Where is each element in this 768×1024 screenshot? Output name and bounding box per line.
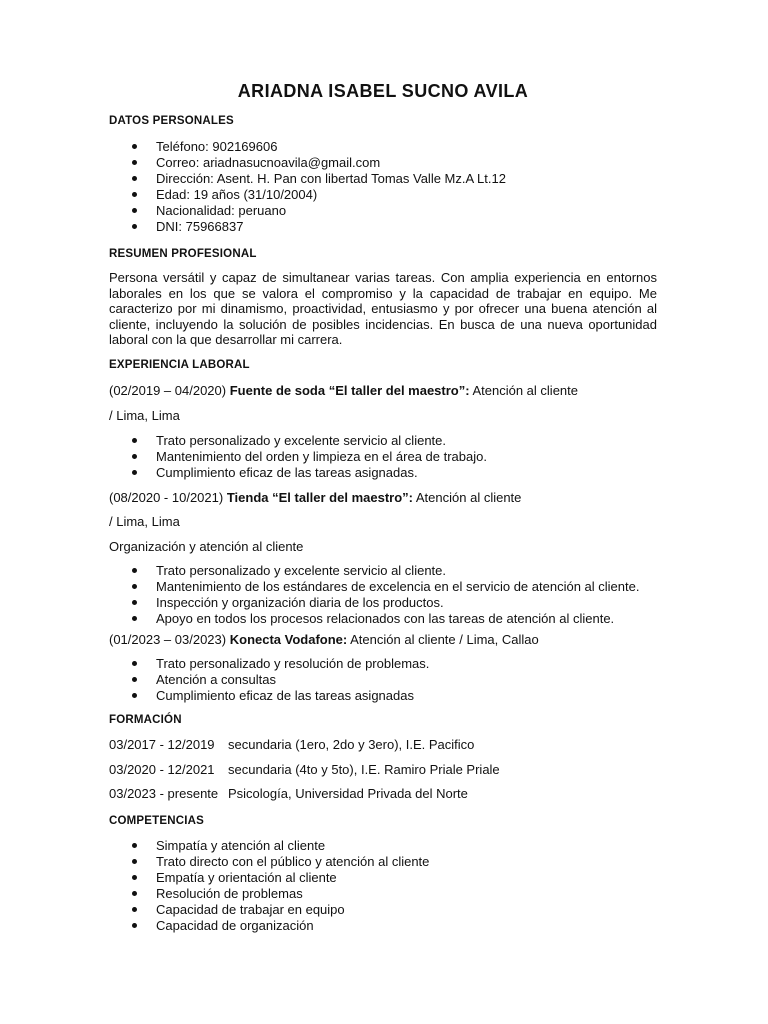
job-duty: Apoyo en todos los procesos relacionados con las tareas de atención al cliente. xyxy=(156,611,615,626)
education-dates: 03/2023 - presente xyxy=(109,786,219,801)
education-entry xyxy=(109,737,474,753)
summary-heading: RESUMEN PROFESIONAL xyxy=(109,248,257,260)
bullet-icon xyxy=(132,891,137,896)
list-item xyxy=(109,171,657,187)
list-item xyxy=(109,187,657,203)
bullet-icon xyxy=(132,438,137,443)
bullet-icon xyxy=(132,568,137,573)
bullet-icon xyxy=(132,224,137,229)
list-item xyxy=(109,918,657,934)
personal-data-list xyxy=(109,139,657,235)
job-company: Konecta Vodafone: xyxy=(229,632,348,647)
job-title-line xyxy=(109,490,521,506)
job-dates: (08/2020 - 10/2021) xyxy=(109,490,224,505)
bullet-icon xyxy=(132,859,137,864)
bullet-icon xyxy=(132,584,137,589)
skills-list xyxy=(109,838,657,934)
job-duty: Inspección y organización diaria de los productos. xyxy=(156,595,444,610)
job-dates: (01/2023 – 03/2023) xyxy=(109,632,227,647)
job-duties-list xyxy=(109,563,657,627)
bullet-icon xyxy=(132,693,137,698)
skill-item: Resolución de problemas xyxy=(156,886,303,901)
candidate-name: ARIADNA ISABEL SUCNO AVILA xyxy=(237,81,529,101)
bullet-icon xyxy=(132,616,137,621)
job-location: / Lima, Lima xyxy=(109,408,180,423)
experience-heading: EXPERIENCIA LABORAL xyxy=(109,359,250,371)
education-entry xyxy=(109,786,468,802)
personal-dni: DNI: 75966837 xyxy=(156,219,244,234)
personal-email: Correo: ariadnasucnoavila@gmail.com xyxy=(156,155,381,170)
personal-address: Dirección: Asent. H. Pan con libertad Tomas Valle Mz.A Lt.12 xyxy=(156,171,506,186)
list-item xyxy=(109,595,657,611)
job-role: Atención al cliente xyxy=(472,383,578,398)
list-item xyxy=(109,854,657,870)
bullet-icon xyxy=(132,677,137,682)
job-duties-list xyxy=(109,433,657,481)
list-item xyxy=(109,688,657,704)
education-dates: 03/2017 - 12/2019 xyxy=(109,737,215,752)
skill-item: Empatía y orientación al cliente xyxy=(156,870,337,885)
job-description: Organización y atención al cliente xyxy=(109,539,304,554)
personal-data-heading: DATOS PERSONALES xyxy=(109,115,234,127)
job-duty: Trato personalizado y excelente servicio al cliente. xyxy=(156,433,446,448)
bullet-icon xyxy=(132,470,137,475)
list-item xyxy=(109,886,657,902)
bullet-icon xyxy=(132,600,137,605)
list-item xyxy=(109,139,657,155)
list-item xyxy=(109,449,657,465)
job-role: Atención al cliente / Lima, Callao xyxy=(350,632,539,647)
skill-item: Capacidad de trabajar en equipo xyxy=(156,902,345,917)
education-detail: Psicología, Universidad Privada del Norte xyxy=(228,786,468,801)
bullet-icon xyxy=(132,144,137,149)
list-item xyxy=(109,203,657,219)
summary-text: Persona versátil y capaz de simultanear varias tareas. Con amplia experiencia en entornos laborales en los que se valora el compromiso y la capacidad de trabajar en equipo. Me caracterizo por mi dinamismo, proactividad, entusiasmo y por ofrecer una buena atención al cliente, incluyendo la solución de posibles incidencias. En busca de una nueva oportunidad laboral con la que desarrollar mi carrera. xyxy=(109,270,657,348)
bullet-icon xyxy=(132,176,137,181)
bullet-icon xyxy=(132,843,137,848)
list-item xyxy=(109,579,657,595)
job-duty: Mantenimiento del orden y limpieza en el área de trabajo. xyxy=(156,449,487,464)
job-duty: Atención a consultas xyxy=(156,672,276,687)
list-item xyxy=(109,563,657,579)
education-detail: secundaria (1ero, 2do y 3ero), I.E. Pacifico xyxy=(228,737,475,752)
education-detail: secundaria (4to y 5to), I.E. Ramiro Priale Priale xyxy=(228,762,500,777)
job-title-line xyxy=(109,383,578,399)
bullet-icon xyxy=(132,160,137,165)
bullet-icon xyxy=(132,875,137,880)
list-item xyxy=(109,465,657,481)
list-item xyxy=(109,219,657,235)
job-duty: Trato personalizado y resolución de problemas. xyxy=(156,656,430,671)
job-company: Tienda “El taller del maestro”: xyxy=(226,490,413,505)
bullet-icon xyxy=(132,907,137,912)
list-item xyxy=(109,870,657,886)
skill-item: Trato directo con el público y atención al cliente xyxy=(156,854,430,869)
skills-heading: COMPETENCIAS xyxy=(109,815,205,827)
job-duty: Cumplimiento eficaz de las tareas asignadas. xyxy=(156,465,418,480)
job-duty: Trato personalizado y excelente servicio al cliente. xyxy=(156,563,446,578)
bullet-icon xyxy=(132,192,137,197)
job-title-line xyxy=(109,632,539,648)
personal-age: Edad: 19 años (31/10/2004) xyxy=(156,187,318,202)
education-heading: FORMACIÓN xyxy=(109,714,182,726)
bullet-icon xyxy=(132,208,137,213)
list-item xyxy=(109,902,657,918)
job-duty: Mantenimiento de los estándares de excelencia en el servicio de atención al cliente. xyxy=(156,579,640,594)
bullet-icon xyxy=(132,923,137,928)
list-item xyxy=(109,433,657,449)
list-item xyxy=(109,155,657,171)
job-role: Atención al cliente xyxy=(415,490,522,505)
bullet-icon xyxy=(132,661,137,666)
education-dates: 03/2020 - 12/2021 xyxy=(109,762,215,777)
personal-phone: Teléfono: 902169606 xyxy=(156,139,278,154)
skill-item: Capacidad de organización xyxy=(156,918,314,933)
list-item xyxy=(109,656,657,672)
job-dates: (02/2019 – 04/2020) xyxy=(109,383,227,398)
list-item xyxy=(109,672,657,688)
education-entry xyxy=(109,762,500,778)
list-item xyxy=(109,611,657,627)
bullet-icon xyxy=(132,454,137,459)
list-item xyxy=(109,838,657,854)
job-duties-list xyxy=(109,656,657,704)
skill-item: Simpatía y atención al cliente xyxy=(156,838,326,853)
job-location: / Lima, Lima xyxy=(109,514,180,529)
job-duty: Cumplimiento eficaz de las tareas asignadas xyxy=(156,688,414,703)
personal-nationality: Nacionalidad: peruano xyxy=(156,203,287,218)
job-company: Fuente de soda “El taller del maestro”: xyxy=(229,383,470,398)
